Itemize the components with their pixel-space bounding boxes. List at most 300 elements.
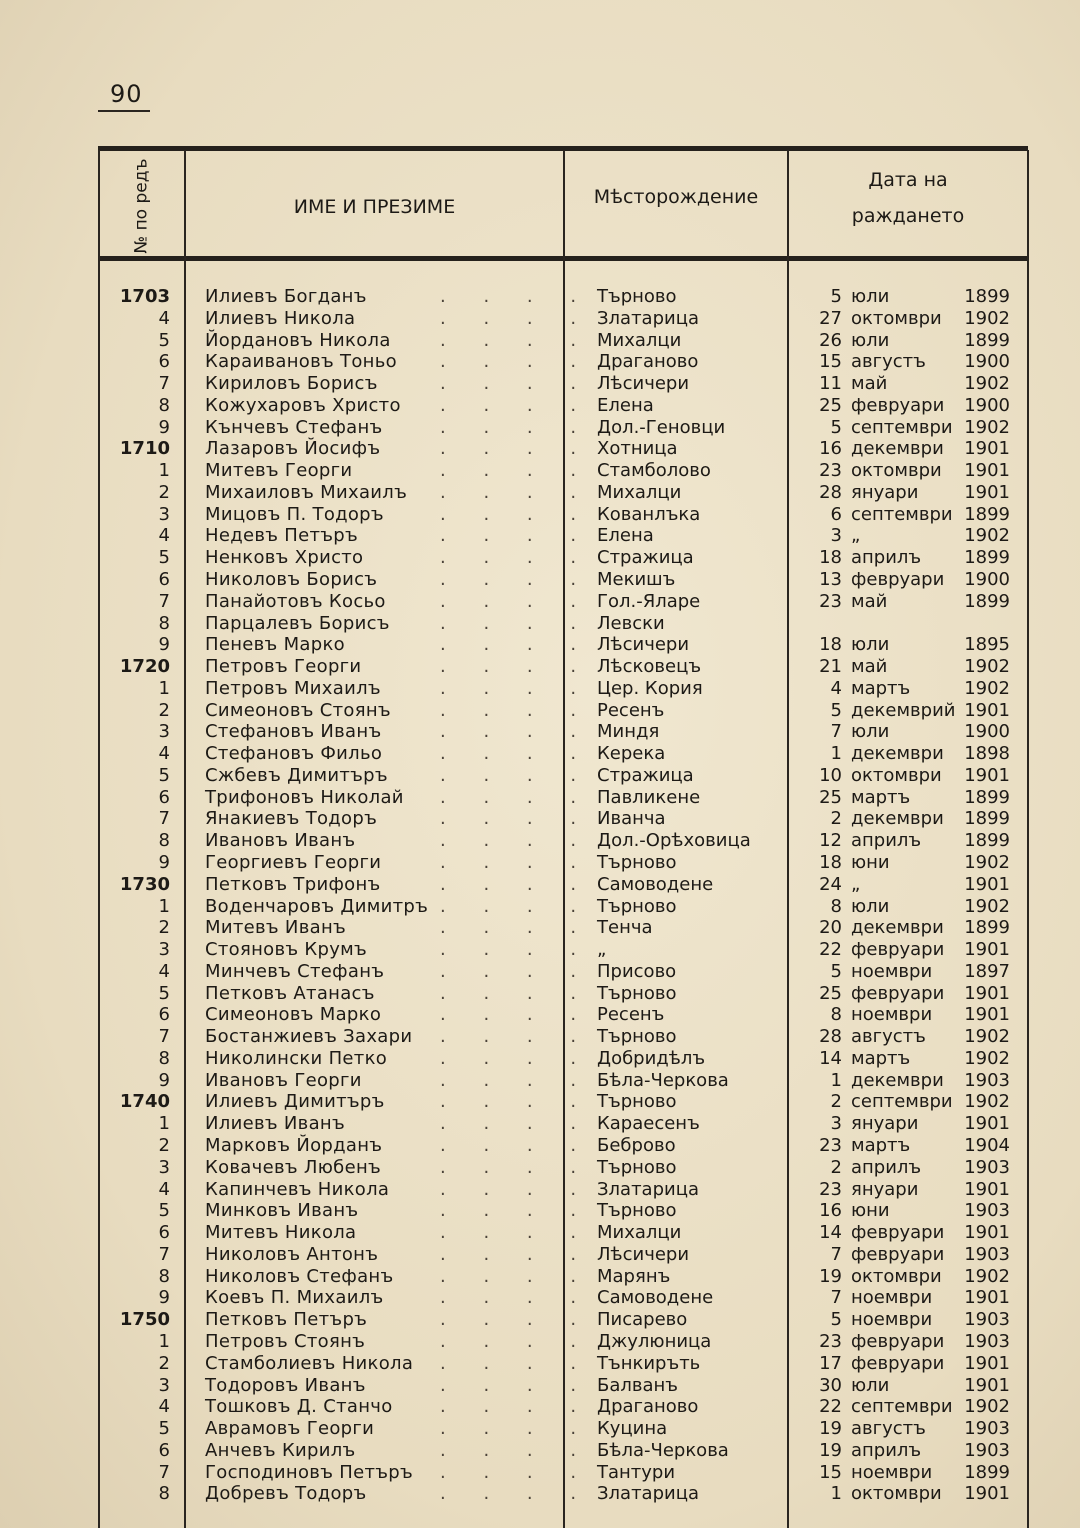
row-birth-month: юли	[851, 286, 890, 307]
table-row	[0, 1266, 1080, 1288]
row-birth-year: 1900	[964, 721, 1010, 743]
row-number: 5	[158, 1200, 170, 1222]
row-birthplace: Балванъ	[597, 1374, 679, 1396]
row-birth-month: „	[851, 873, 861, 895]
row-birth-year: 1899	[964, 1461, 1010, 1483]
row-birth-month: юли	[851, 634, 890, 656]
row-birth-month: августъ	[851, 351, 926, 373]
dot-leader: . . . .	[440, 590, 593, 612]
row-birth-year: 1901	[964, 982, 1010, 1004]
row-birthplace: Търново	[597, 1091, 677, 1113]
row-birth-month: май	[851, 590, 888, 612]
row-birthplace: Лѣсичери	[597, 373, 690, 395]
row-birth-year: 1902	[964, 1026, 1010, 1048]
table-row	[0, 1331, 1080, 1353]
row-birth-year: 1903	[964, 1309, 1010, 1331]
row-birth-day: 25	[819, 394, 842, 416]
row-birth-day: 6	[830, 503, 842, 525]
row-name: Марковъ Йорданъ	[205, 1135, 383, 1157]
dot-leader: . . . .	[440, 939, 593, 961]
table-row	[0, 1113, 1080, 1135]
row-birth-day: 4	[830, 677, 842, 699]
row-birth-day: 18	[819, 852, 842, 874]
row-number: 8	[158, 612, 170, 634]
dot-leader: . . . .	[440, 1330, 593, 1352]
row-number: 3	[158, 1374, 170, 1396]
row-birthplace: Марянъ	[597, 1265, 671, 1287]
row-birth-month: февруари	[851, 939, 945, 961]
dot-leader: . . . .	[440, 1156, 593, 1178]
header-number	[100, 158, 184, 254]
table-row	[0, 591, 1080, 613]
row-number: 3	[158, 721, 170, 743]
row-birth-year: 1901	[964, 699, 1010, 721]
row-birth-month: октомври	[851, 1265, 942, 1287]
row-birth-year: 1901	[964, 873, 1010, 895]
row-birthplace: Иванча	[597, 808, 666, 830]
row-birth-year: 1900	[964, 351, 1010, 373]
row-birth-month: априлъ	[851, 1439, 922, 1461]
row-birth-day: 3	[830, 525, 842, 547]
row-birthplace: Драганово	[597, 351, 699, 373]
row-birth-day: 22	[819, 939, 842, 961]
row-name: Илиевъ Димитъръ	[205, 1091, 385, 1113]
row-birth-day: 23	[819, 1330, 842, 1352]
row-birth-year: 1903	[964, 1200, 1010, 1222]
row-birth-day: 16	[819, 438, 842, 460]
row-number: 4	[158, 743, 170, 765]
dot-leader: . . . .	[440, 786, 593, 808]
row-birth-day: 23	[819, 1178, 842, 1200]
dot-leader: . . . .	[440, 960, 593, 982]
table-row	[0, 1418, 1080, 1440]
row-name: Анчевъ Кирилъ	[205, 1439, 356, 1461]
table-row	[0, 1091, 1080, 1113]
row-birth-month: ноември	[851, 1309, 933, 1331]
row-birth-day: 7	[830, 1243, 842, 1265]
row-birth-day: 25	[819, 786, 842, 808]
dot-leader: . . . .	[440, 699, 593, 721]
row-birthplace: Търново	[597, 895, 677, 917]
row-birth-month: октомври	[851, 307, 942, 329]
row-name: Ненковъ Христо	[205, 547, 364, 569]
row-birth-day: 18	[819, 634, 842, 656]
row-birth-year: 1901	[964, 438, 1010, 460]
row-birth-month: юли	[851, 721, 890, 743]
table-row	[0, 721, 1080, 743]
row-birth-year: 1903	[964, 1243, 1010, 1265]
row-birth-month: февруари	[851, 394, 945, 416]
row-birth-month: мартъ	[851, 786, 911, 808]
row-birthplace: Миндя	[597, 721, 660, 743]
row-birthplace: Търново	[597, 286, 677, 307]
row-birth-day: 23	[819, 460, 842, 482]
row-birth-year: 1901	[964, 460, 1010, 482]
dot-leader: . . . .	[440, 982, 593, 1004]
row-birth-month: декември	[851, 743, 944, 765]
table-row	[0, 525, 1080, 547]
row-birth-year: 1902	[964, 1091, 1010, 1113]
row-name: Коевъ П. Михаилъ	[205, 1287, 384, 1309]
row-birth-month: юли	[851, 329, 890, 351]
row-birth-month: октомври	[851, 764, 942, 786]
row-birth-day: 5	[830, 286, 842, 307]
row-birth-year: 1903	[964, 1439, 1010, 1461]
dot-leader: . . . .	[440, 1243, 593, 1265]
table-row	[0, 765, 1080, 787]
table-row	[0, 1309, 1080, 1331]
row-name: Георгиевъ Георги	[205, 852, 382, 874]
dot-leader: . . . .	[440, 656, 593, 678]
row-number: 5	[158, 547, 170, 569]
dot-leader: . . . .	[440, 917, 593, 939]
row-number: 4	[158, 1396, 170, 1418]
row-name: Мицовъ П. Тодоръ	[205, 503, 384, 525]
dot-leader: . . . .	[440, 1483, 593, 1505]
dot-leader: . . . .	[440, 329, 593, 351]
row-birth-year: 1902	[964, 373, 1010, 395]
row-birthplace: Драганово	[597, 1396, 699, 1418]
dot-leader: . . . .	[440, 1069, 593, 1091]
table-row	[0, 1070, 1080, 1092]
row-name: Николовъ Борисъ	[205, 569, 378, 590]
row-birthplace: Стражица	[597, 764, 694, 786]
row-number: 9	[158, 416, 170, 438]
dot-leader: . . . .	[440, 416, 593, 438]
dot-leader: . . . .	[440, 830, 593, 852]
row-birth-day: 17	[819, 1352, 842, 1374]
row-birth-year: 1903	[964, 1069, 1010, 1091]
row-birth-year: 1902	[964, 677, 1010, 699]
row-birth-year: 1899	[964, 786, 1010, 808]
row-birth-day: 14	[819, 1047, 842, 1069]
table-row	[0, 308, 1080, 330]
row-birth-year: 1903	[964, 1330, 1010, 1352]
row-number: 1	[158, 460, 170, 482]
dot-leader: . . . .	[440, 569, 593, 590]
row-name: Митевъ Никола	[205, 1222, 357, 1244]
row-birth-month: октомври	[851, 460, 942, 482]
row-number: 6	[158, 786, 170, 808]
row-birth-year: 1901	[964, 1352, 1010, 1374]
row-number: 1703	[119, 286, 170, 307]
row-birthplace: „	[597, 939, 607, 961]
row-number: 6	[158, 1222, 170, 1244]
row-birthplace: Бѣла-Черкова	[597, 1439, 729, 1461]
dot-leader: . . . .	[440, 1113, 593, 1135]
row-number: 9	[158, 1287, 170, 1309]
row-birth-month: юли	[851, 895, 890, 917]
row-birth-month: августъ	[851, 1026, 926, 1048]
dot-leader: . . . .	[440, 808, 593, 830]
table-row	[0, 1048, 1080, 1070]
row-birth-year: 1899	[964, 830, 1010, 852]
table-row	[0, 983, 1080, 1005]
table-row	[0, 613, 1080, 635]
row-birth-month: ноември	[851, 1287, 933, 1309]
row-number: 3	[158, 503, 170, 525]
row-birth-year: 1899	[964, 286, 1010, 307]
row-name: Илиевъ Богданъ	[205, 286, 367, 307]
row-number: 7	[158, 808, 170, 830]
dot-leader: . . . .	[440, 1265, 593, 1287]
row-birthplace: Стамболово	[597, 460, 711, 482]
row-birth-day: 5	[830, 1309, 842, 1331]
dot-leader: . . . .	[440, 1418, 593, 1440]
row-birthplace: Беброво	[597, 1135, 676, 1157]
row-birth-year: 1899	[964, 329, 1010, 351]
table-row	[0, 656, 1080, 678]
dot-leader: . . . .	[440, 873, 593, 895]
table-row	[0, 1440, 1080, 1462]
table-row	[0, 1179, 1080, 1201]
table-row	[0, 1396, 1080, 1418]
row-name: Добревъ Тодоръ	[205, 1483, 367, 1505]
row-birth-month: „	[851, 525, 861, 547]
row-birth-day: 13	[819, 569, 842, 590]
row-number: 4	[158, 307, 170, 329]
row-birthplace: Търново	[597, 1200, 677, 1222]
dot-leader: . . . .	[440, 612, 593, 634]
row-birth-day: 22	[819, 1396, 842, 1418]
row-birth-day: 12	[819, 830, 842, 852]
row-birthplace: Хотница	[597, 438, 678, 460]
row-birth-year: 1901	[964, 1178, 1010, 1200]
row-birth-month: септември	[851, 1091, 953, 1113]
table-row	[0, 1287, 1080, 1309]
row-birth-month: августъ	[851, 1418, 926, 1440]
table-row	[0, 1353, 1080, 1375]
row-birth-month: мартъ	[851, 677, 911, 699]
row-name: Михаиловъ Михаилъ	[205, 481, 408, 503]
row-name: Йордановъ Никола	[205, 329, 391, 351]
row-name: Парцалевъ Борисъ	[205, 612, 390, 634]
row-name: Симеоновъ Марко	[205, 1004, 382, 1026]
row-name: Панайотовъ Косьо	[205, 590, 386, 612]
row-number: 1740	[119, 1091, 170, 1113]
row-birth-month: мартъ	[851, 1047, 911, 1069]
row-birth-year: 1899	[964, 547, 1010, 569]
row-name: Петковъ Атанасъ	[205, 982, 375, 1004]
row-birth-year: 1901	[964, 1374, 1010, 1396]
row-birth-month: декември	[851, 917, 944, 939]
row-birthplace: Стражица	[597, 547, 694, 569]
row-birth-day: 1	[830, 1069, 842, 1091]
row-birthplace: Мекишъ	[597, 569, 676, 590]
row-birth-month: декември	[851, 1069, 944, 1091]
row-birth-day: 11	[819, 373, 842, 395]
row-name: Петровъ Михаилъ	[205, 677, 381, 699]
row-birthplace: Тънкиръть	[597, 1352, 701, 1374]
row-birthplace: Търново	[597, 852, 677, 874]
row-birth-month: юни	[851, 1200, 890, 1222]
row-birth-day: 2	[830, 1091, 842, 1113]
row-birth-month: февруари	[851, 1330, 945, 1352]
row-birthplace: Добридѣлъ	[597, 1047, 706, 1069]
row-birth-year: 1899	[964, 917, 1010, 939]
table-row	[0, 787, 1080, 809]
row-number: 8	[158, 1047, 170, 1069]
row-birth-month: ноември	[851, 1004, 933, 1026]
row-name: Николовъ Антонъ	[205, 1243, 379, 1265]
table-row	[0, 460, 1080, 482]
dot-leader: . . . .	[440, 438, 593, 460]
row-birth-month: февруари	[851, 1352, 945, 1374]
row-number: 4	[158, 960, 170, 982]
dot-leader: . . . .	[440, 1047, 593, 1069]
table-row	[0, 417, 1080, 439]
row-number: 5	[158, 1418, 170, 1440]
row-birth-day: 15	[819, 351, 842, 373]
row-name: Минковъ Иванъ	[205, 1200, 359, 1222]
row-birthplace: Джулюница	[597, 1330, 712, 1352]
row-name: Стамболиевъ Никола	[205, 1352, 414, 1374]
row-birthplace: Лѣсковецъ	[597, 656, 702, 678]
row-number: 3	[158, 939, 170, 961]
row-birth-day: 1	[830, 1483, 842, 1505]
table-row	[0, 1157, 1080, 1179]
row-birth-day: 2	[830, 808, 842, 830]
row-birth-day: 30	[819, 1374, 842, 1396]
row-birth-month: декември	[851, 438, 944, 460]
row-birth-month: априлъ	[851, 1156, 922, 1178]
row-name: Тодоровъ Иванъ	[205, 1374, 366, 1396]
row-birth-year: 1902	[964, 1047, 1010, 1069]
table-row	[0, 939, 1080, 961]
row-birthplace: Тенча	[597, 917, 653, 939]
dot-leader: . . . .	[440, 1287, 593, 1309]
table-row	[0, 852, 1080, 874]
row-birth-month: ноември	[851, 1461, 933, 1483]
row-birth-month: юли	[851, 1374, 890, 1396]
row-birthplace: Самоводене	[597, 873, 714, 895]
row-birthplace: Цер. Кория	[597, 677, 703, 699]
row-birth-day: 16	[819, 1200, 842, 1222]
header-name: ИМЕ И ПРЕЗИМЕ	[293, 196, 456, 218]
table-row	[0, 286, 1080, 308]
row-birth-year: 1901	[964, 1113, 1010, 1135]
table-row	[0, 830, 1080, 852]
row-birth-day: 26	[819, 329, 842, 351]
row-name: Стефановъ Фильо	[205, 743, 383, 765]
row-number: 4	[158, 525, 170, 547]
dot-leader: . . . .	[440, 547, 593, 569]
row-birth-month: септември	[851, 416, 953, 438]
table-row	[0, 1222, 1080, 1244]
dot-leader: . . . .	[440, 1135, 593, 1157]
row-birthplace: Гол.-Яларе	[597, 590, 701, 612]
row-name: Сжбевъ Димитъръ	[205, 764, 388, 786]
row-birthplace: Михалци	[597, 329, 682, 351]
dot-leader: . . . .	[440, 481, 593, 503]
row-birth-year: 1899	[964, 808, 1010, 830]
row-number: 9	[158, 852, 170, 874]
row-birthplace: Дол.-Геновци	[597, 416, 726, 438]
row-birthplace: Михалци	[597, 481, 682, 503]
row-birth-year: 1899	[964, 590, 1010, 612]
row-birthplace: Кованлъка	[597, 503, 701, 525]
row-name: Пеневъ Марко	[205, 634, 345, 656]
row-birthplace: Ресенъ	[597, 1004, 665, 1026]
dot-leader: . . . .	[440, 1222, 593, 1244]
dot-leader: . . . .	[440, 677, 593, 699]
row-birthplace: Бѣла-Черкова	[597, 1069, 729, 1091]
row-birth-year: 1895	[964, 634, 1010, 656]
row-number: 1710	[119, 438, 170, 460]
dot-leader: . . . .	[440, 351, 593, 373]
row-birth-day: 21	[819, 656, 842, 678]
row-birth-day: 28	[819, 481, 842, 503]
row-number: 6	[158, 1004, 170, 1026]
table-row	[0, 743, 1080, 765]
row-number: 1720	[119, 656, 170, 678]
row-name: Петковъ Трифонъ	[205, 873, 381, 895]
dot-leader: . . . .	[440, 852, 593, 874]
table-row	[0, 330, 1080, 352]
row-birth-month: октомври	[851, 1483, 942, 1505]
row-name: Минчевъ Стефанъ	[205, 960, 385, 982]
row-birthplace: Лѣсичери	[597, 634, 690, 656]
header-number-label: № по редъ	[132, 158, 152, 254]
row-birthplace: Елена	[597, 394, 654, 416]
row-number: 4	[158, 1178, 170, 1200]
table-row	[0, 504, 1080, 526]
row-birth-year: 1903	[964, 1418, 1010, 1440]
row-name: Кънчевъ Стефанъ	[205, 416, 383, 438]
row-name: Николински Петко	[205, 1047, 388, 1069]
table-row	[0, 1375, 1080, 1397]
row-birth-month: септември	[851, 503, 953, 525]
dot-leader: . . . .	[440, 1178, 593, 1200]
dot-leader: . . . .	[440, 1004, 593, 1026]
dot-leader: . . . .	[440, 1396, 593, 1418]
row-birthplace: Търново	[597, 982, 677, 1004]
table-row	[0, 482, 1080, 504]
row-birthplace: Левски	[597, 612, 665, 634]
row-birth-year: 1902	[964, 1265, 1010, 1287]
row-birthplace: Писарево	[597, 1309, 688, 1331]
row-birth-month: май	[851, 373, 888, 395]
table-row	[0, 1244, 1080, 1266]
row-birth-year: 1900	[964, 394, 1010, 416]
row-birth-day: 27	[819, 307, 842, 329]
row-birth-day: 2	[830, 1156, 842, 1178]
row-number: 6	[158, 1439, 170, 1461]
row-number: 1	[158, 1113, 170, 1135]
row-number: 8	[158, 1483, 170, 1505]
row-name: Бостанжиевъ Захари	[205, 1026, 413, 1048]
row-birth-year: 1902	[964, 1396, 1010, 1418]
table-row	[0, 874, 1080, 896]
row-birth-day: 24	[819, 873, 842, 895]
dot-leader: . . . .	[440, 460, 593, 482]
table-row	[0, 917, 1080, 939]
row-birth-year: 1900	[964, 569, 1010, 590]
row-name: Илиевъ Никола	[205, 307, 356, 329]
row-birthplace: Павликене	[597, 786, 701, 808]
table-row	[0, 569, 1080, 591]
dot-leader: . . . .	[440, 764, 593, 786]
table-row	[0, 1483, 1080, 1505]
row-birth-month: декември	[851, 808, 944, 830]
row-name: Янакиевъ Тодоръ	[205, 808, 378, 830]
row-birth-day: 3	[830, 1113, 842, 1135]
row-birth-year: 1897	[964, 960, 1010, 982]
row-name: Петровъ Георги	[205, 656, 362, 678]
row-birth-month: априлъ	[851, 830, 922, 852]
row-number: 9	[158, 1069, 170, 1091]
table-row	[0, 1026, 1080, 1048]
